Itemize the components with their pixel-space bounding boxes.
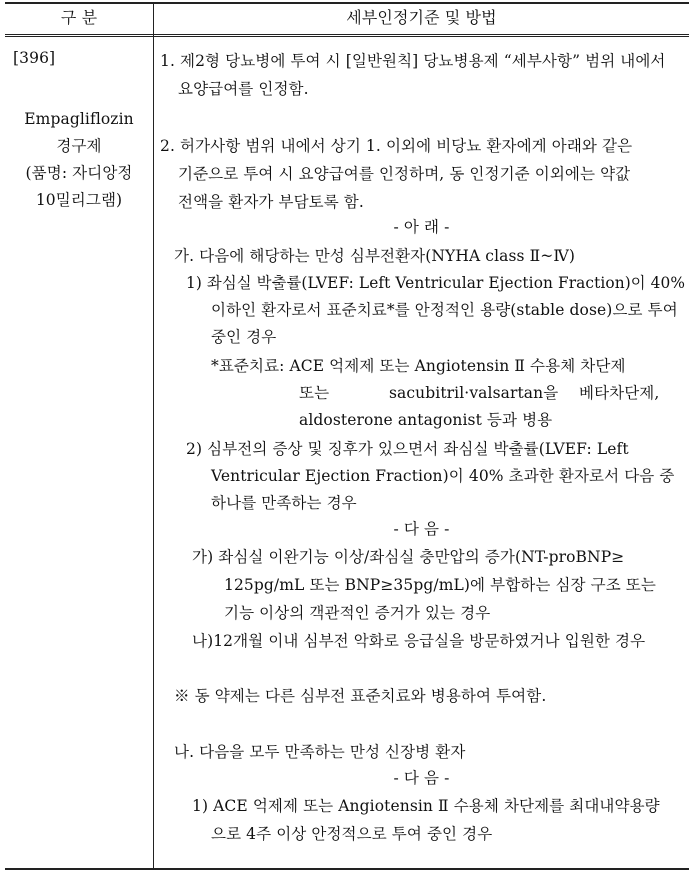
section1-line2: 요양급여를 인정함. — [178, 80, 309, 98]
column-divider — [153, 2, 154, 870]
below-heading-2: - 다 음 - — [393, 520, 450, 538]
note-line3: aldosterone antagonist 등과 병용 — [299, 411, 553, 429]
ga-title: 가. 다음에 해당하는 만성 심부전환자(NYHA class Ⅱ~Ⅳ) — [174, 247, 576, 265]
ga2-line3: 하나를 만족하는 경우 — [211, 494, 357, 512]
note-line1: *표준치료: ACE 억제제 또는 Angiotensin Ⅱ 수용체 차단제 — [211, 357, 626, 375]
header-col-criteria: 세부인정기준 및 방법 — [346, 8, 497, 27]
ga1-line1: 1) 좌심실 박출률(LVEF: Left Ventricular Ejection Fraction)이 40% — [186, 274, 686, 292]
drug-name: Empagliflozin — [24, 110, 134, 128]
ga2-line1: 2) 심부전의 증상 및 징후가 있으면서 좌심실 박출률(LVEF: Left — [186, 440, 629, 458]
table-bottom-border — [5, 868, 689, 870]
below-heading-3: - 다 음 - — [393, 769, 450, 787]
criteria-table — [5, 2, 689, 870]
remark: ※ 동 약제는 다른 심부전 표준치료와 병용하여 투여함. — [174, 687, 547, 705]
note-line2-c: 베타차단제, — [579, 384, 660, 402]
header-col-category: 구 분 — [60, 8, 98, 27]
na1-line1: 1) ACE 억제제 또는 Angiotensin Ⅱ 수용체 차단제를 최대내약용량 — [192, 797, 660, 815]
ga1-line3: 중인 경우 — [211, 328, 277, 346]
item-code: [396] — [13, 49, 56, 67]
drug-form: 경구제 — [56, 137, 102, 155]
ga1-line2: 이하인 환자로서 표준치료*를 안정적인 용량(stable dose)으로 투여 — [211, 301, 678, 319]
note-line2-b: sacubitril·valsartan을 — [389, 384, 559, 402]
ga2-line2: Ventricular Ejection Fraction)이 40% 초과한 환자로서 다음 중 — [211, 467, 675, 485]
brand-name-line1: (품명: 자디앙정 — [25, 164, 133, 182]
brand-name-line2: 10밀리그램) — [35, 191, 123, 209]
table-top-border — [5, 2, 689, 4]
header-separator — [5, 34, 689, 37]
na1-line2: 으로 4주 이상 안정적으로 투여 중인 경우 — [211, 825, 493, 843]
section2-line1: 2. 허가사항 범위 내에서 상기 1. 이외에 비당뇨 환자에게 아래와 같은 — [160, 137, 633, 155]
na-title: 나. 다음을 모두 만족하는 만성 신장병 환자 — [174, 743, 466, 761]
section2-line2: 기준으로 투여 시 요양급여를 인정하며, 동 인정기준 이외에는 약값 — [178, 165, 631, 183]
note-line2-a: 또는 — [299, 384, 330, 402]
gaa-line2: 125pg/mL 또는 BNP≥35pg/mL)에 부합하는 심장 구조 또는 — [224, 576, 656, 594]
gaa-line1: 가) 좌심실 이완기능 이상/좌심실 충만압의 증가(NT-proBNP≥ — [192, 548, 625, 566]
below-heading-1: - 아 래 - — [393, 218, 450, 236]
gaa-line3: 기능 이상의 객관적인 증거가 있는 경우 — [224, 604, 491, 622]
section2-line3: 전액을 환자가 부담토록 함. — [178, 193, 364, 211]
section1-line1: 1. 제2형 당뇨병에 투여 시 [일반원칙] 당뇨병용제 “세부사항” 범위 내에서 — [160, 52, 666, 70]
naa-line1: 나)12개월 이내 심부전 악화로 응급실을 방문하였거나 입원한 경우 — [192, 632, 646, 650]
